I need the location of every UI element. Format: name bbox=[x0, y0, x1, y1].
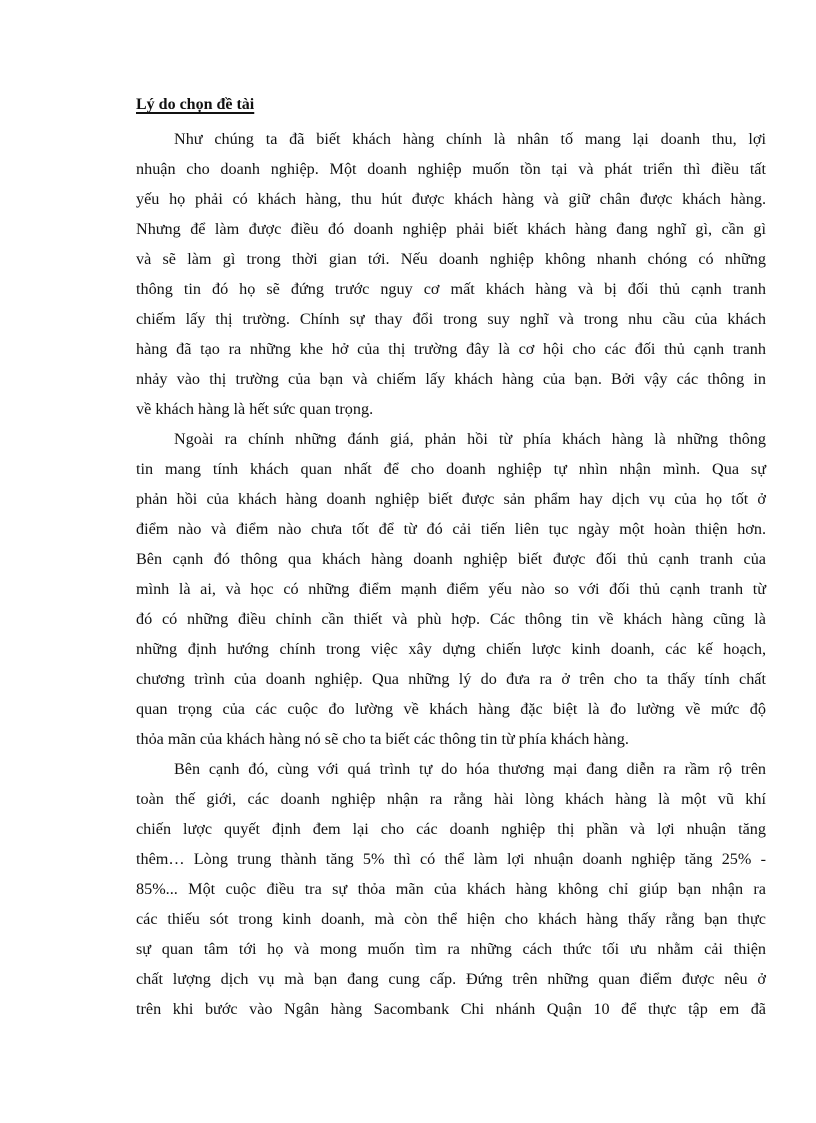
text-line: những định hướng chính trong việc xây dựng chiến lược kinh doanh, các kế hoạch, bbox=[136, 640, 766, 658]
paragraph-first-line: Ngoài ra chính những đánh giá, phản hồi từ phía khách hàng là những thông bbox=[174, 430, 766, 448]
text-line: chiếm lấy thị trường. Chính sự thay đổi trong suy nghĩ và trong nhu cầu của khách bbox=[136, 310, 766, 328]
text-line: và sẽ làm gì trong thời gian tới. Nếu doanh nghiệp không nhanh chóng có những bbox=[136, 250, 766, 268]
text-line: về khách hàng là hết sức quan trọng. bbox=[136, 400, 374, 418]
text-line: chiến lược quyết định đem lại cho các doanh nghiệp thị phần và lợi nhuận tăng bbox=[136, 820, 766, 838]
text-line: chất lượng dịch vụ mà bạn đang cung cấp. Đứng trên những quan điểm được nêu ở bbox=[136, 970, 766, 988]
text-line: Nhưng để làm được điều đó doanh nghiệp phải biết khách hàng đang nghĩ gì, cần gì bbox=[136, 220, 766, 238]
text-line: tin mang tính khách quan nhất để cho doanh nghiệp tự nhìn nhận mình. Qua sự bbox=[136, 460, 766, 478]
section-heading: Lý do chọn đề tài bbox=[136, 96, 255, 113]
text-line: thông tin đó họ sẽ đứng trước nguy cơ mất khách hàng và bị đối thủ cạnh tranh bbox=[136, 280, 766, 298]
text-line: các thiếu sót trong kinh doanh, mà còn thể hiện cho khách hàng thấy rằng bạn thực bbox=[136, 910, 766, 928]
text-line: chương trình của doanh nghiệp. Qua những lý do đưa ra ở trên cho ta thấy tính chất bbox=[136, 670, 766, 688]
text-line: thỏa mãn của khách hàng nó sẽ cho ta biết các thông tin từ phía khách hàng. bbox=[136, 730, 629, 748]
text-line: quan trọng của các cuộc đo lường về khách hàng đặc biệt là đo lường về mức độ bbox=[136, 700, 766, 718]
text-line: điểm nào và điểm nào chưa tốt để từ đó cải tiến liên tục ngày một hoàn thiện hơn. bbox=[136, 520, 766, 538]
paragraph-first-line: Bên cạnh đó, cùng với quá trình tự do hóa thương mại đang diễn ra rầm rộ trên bbox=[174, 760, 766, 778]
text-line: nhuận cho doanh nghiệp. Một doanh nghiệp muốn tồn tại và phát triển thì điều tất bbox=[136, 160, 766, 178]
text-line: đó có những điều chỉnh cần thiết và phù hợp. Các thông tin về khách hàng cũng là bbox=[136, 610, 766, 628]
text-line: toàn thế giới, các doanh nghiệp nhận ra rằng hài lòng khách hàng là một vũ khí bbox=[136, 790, 766, 808]
text-line: 85%... Một cuộc điều tra sự thỏa mãn của khách hàng không chỉ giúp bạn nhận ra bbox=[136, 880, 766, 898]
text-line: yếu họ phải có khách hàng, thu hút được khách hàng và giữ chân được khách hàng. bbox=[136, 190, 766, 208]
text-line: phản hồi của khách hàng doanh nghiệp biết được sản phẩm hay dịch vụ của họ tốt ở bbox=[136, 490, 766, 508]
body-text bbox=[136, 124, 766, 1024]
text-line: mình là ai, và học có những điểm mạnh điểm yếu nào so với đối thủ cạnh tranh từ bbox=[136, 580, 766, 598]
text-line: Bên cạnh đó thông qua khách hàng doanh nghiệp biết được đối thủ cạnh tranh của bbox=[136, 550, 766, 568]
text-line: sự quan tâm tới họ và mong muốn tìm ra những cách thức tối ưu nhằm cải thiện bbox=[136, 940, 766, 958]
text-line: hàng đã tạo ra những khe hở của thị trường đây là cơ hội cho các đối thủ cạnh tranh bbox=[136, 340, 766, 358]
text-line: thêm… Lòng trung thành tăng 5% thì có thể làm lợi nhuận doanh nghiệp tăng 25% - bbox=[136, 850, 766, 868]
paragraph-first-line: Như chúng ta đã biết khách hàng chính là nhân tố mang lại doanh thu, lợi bbox=[174, 130, 766, 148]
text-line: nhảy vào thị trường của bạn và chiếm lấy khách hàng của bạn. Bởi vậy các thông in bbox=[136, 370, 766, 388]
text-line: trên khi bước vào Ngân hàng Sacombank Chi nhánh Quận 10 để thực tập em đã bbox=[136, 1000, 766, 1018]
